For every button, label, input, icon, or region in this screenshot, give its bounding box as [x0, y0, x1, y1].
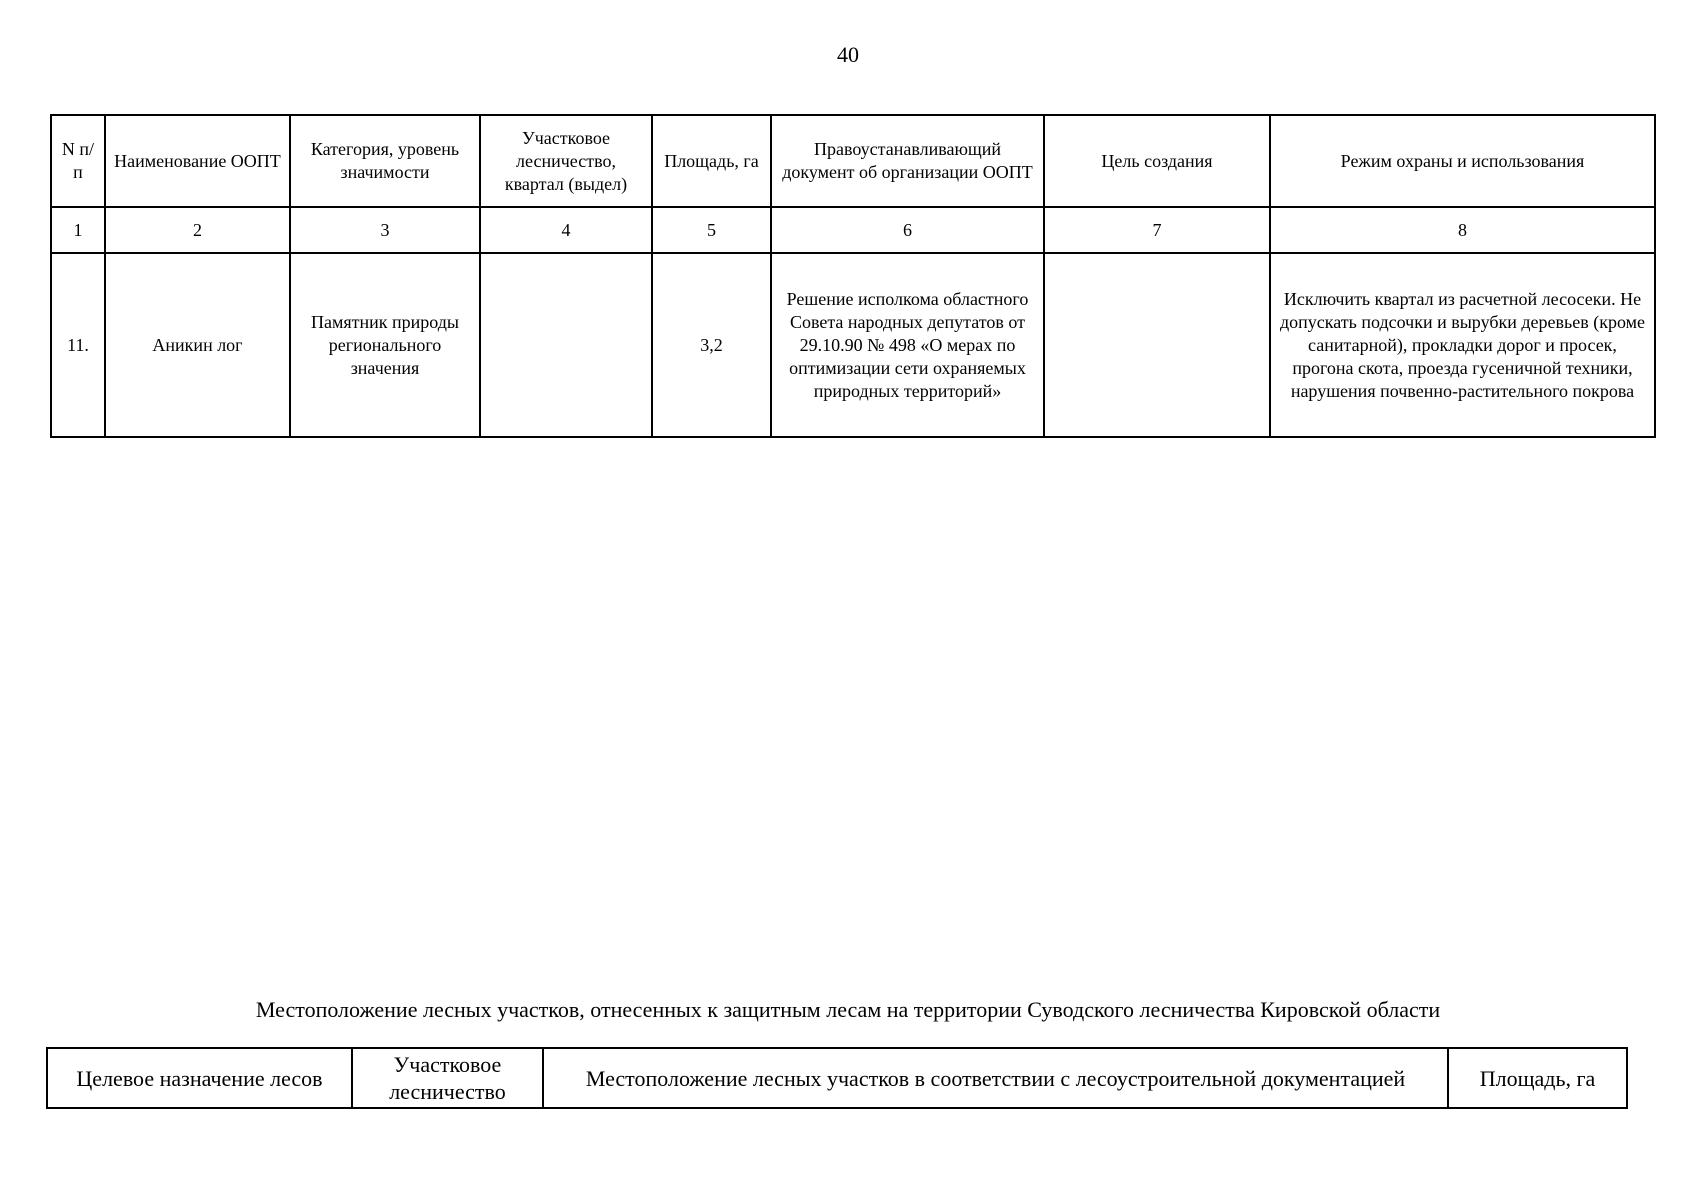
- header-cell-location: Местоположение лесных участков в соответствии с лесоустроительной документацией: [543, 1048, 1448, 1108]
- page-number: 40: [837, 42, 859, 67]
- protective-forests-table: [46, 1047, 1628, 1109]
- header-cell-name: Наименование ООПТ: [105, 115, 290, 207]
- header-cell-area: Площадь, га: [652, 115, 771, 207]
- row-forestry-cell: [480, 253, 652, 437]
- header-row: [47, 1048, 1627, 1108]
- column-number-cell: 4: [480, 207, 652, 253]
- column-number-cell: 7: [1044, 207, 1270, 253]
- column-number-cell: 5: [652, 207, 771, 253]
- header-cell-document: Правоустанавливающий документ об организации ООПТ: [771, 115, 1044, 207]
- column-number-row: [51, 207, 1655, 253]
- header-row: [51, 115, 1655, 207]
- protected-areas-table: [50, 114, 1656, 438]
- row-area-cell: 3,2: [652, 253, 771, 437]
- table-row: [51, 253, 1655, 437]
- row-number-cell: 11.: [51, 253, 105, 437]
- section-title: Местоположение лесных участков, отнесенных к защитным лесам на территории Суводского лесничества Кировской области: [255, 997, 1441, 1022]
- header-cell-forestry: Участковое лесничество: [352, 1048, 543, 1108]
- header-cell-category: Категория, уровень значимости: [290, 115, 480, 207]
- column-number-cell: 2: [105, 207, 290, 253]
- row-document-cell: Решение исполкома областного Совета народных депутатов от 29.10.90 № 498 «О мерах по оптимизации сети охраняемых природных территорий»: [771, 253, 1044, 437]
- column-number-cell: 6: [771, 207, 1044, 253]
- header-cell-forestry: Участковое лесничество, квартал (выдел): [480, 115, 652, 207]
- row-purpose-cell: [1044, 253, 1270, 437]
- row-name-cell: Аникин лог: [105, 253, 290, 437]
- header-cell-number: N п/п: [51, 115, 105, 207]
- column-number-cell: 3: [290, 207, 480, 253]
- row-regime-cell: Исключить квартал из расчетной лесосеки. Не допускать подсочки и вырубки деревьев (кроме санитарной), прокладки дорог и просек, прогона скота, проезда гусеничной техники, нарушения почвенно-растительного покрова: [1270, 253, 1655, 437]
- header-cell-forest-purpose: Целевое назначение лесов: [47, 1048, 352, 1108]
- header-cell-regime: Режим охраны и использования: [1270, 115, 1655, 207]
- header-cell-purpose: Цель создания: [1044, 115, 1270, 207]
- column-number-cell: 8: [1270, 207, 1655, 253]
- header-cell-area: Площадь, га: [1448, 1048, 1627, 1108]
- column-number-cell: 1: [51, 207, 105, 253]
- row-category-cell: Памятник природы регионального значения: [290, 253, 480, 437]
